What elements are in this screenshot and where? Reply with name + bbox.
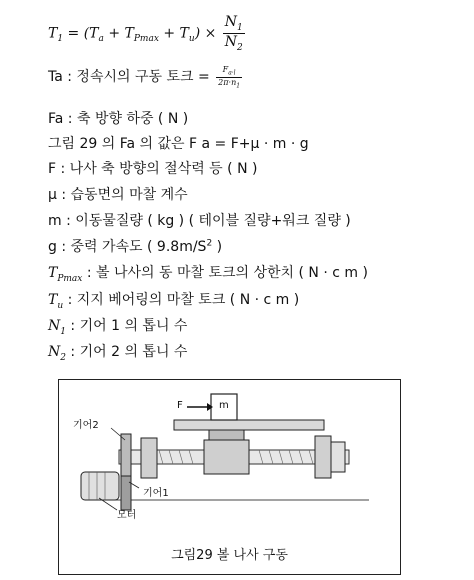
f-definition: F : 나사 축 방향의 절삭력 등 ( N ) — [48, 161, 258, 177]
n2-def-symbol: N — [48, 344, 61, 360]
gear-ratio-fraction — [223, 14, 245, 53]
n1-definition — [48, 315, 187, 337]
gear1-label: 기어1 — [143, 488, 169, 499]
ta-symbol: T — [89, 25, 99, 42]
n2-sub: 2 — [237, 42, 243, 53]
tu-sub: u — [188, 34, 195, 45]
n2-def-text: : 기어 2 의 톱니 수 — [65, 344, 188, 360]
n1-symbol: N — [224, 14, 238, 30]
tpmax-def-text: : 볼 나사의 동 마찰 토크의 상한치 ( N · c m ) — [82, 265, 368, 281]
ta-fraction — [216, 65, 242, 89]
gear1-shape — [121, 476, 131, 510]
ta-frac-num-sub: a·l — [228, 69, 236, 77]
figure-caption: 그림29 볼 나사 구동 — [171, 548, 288, 563]
n1-def-sub: 1 — [60, 326, 66, 337]
ta-definition — [48, 65, 242, 89]
tu-definition — [48, 289, 299, 311]
n1-def-text: : 기어 1 의 톱니 수 — [65, 318, 188, 334]
n2-definition — [48, 341, 187, 363]
ta-frac-den-sub: 1 — [236, 82, 241, 90]
tpmax-def-sub: Pmax — [57, 273, 83, 284]
motor-shape — [81, 472, 119, 500]
ball-screw-figure — [58, 379, 401, 575]
fa-value-equation: 그림 29 의 Fa 의 값은 F a = F+μ · m · g — [48, 136, 309, 152]
t1-symbol: T — [48, 25, 58, 42]
mu-definition: μ : 습동면의 마찰 계수 — [48, 187, 188, 203]
formula-eq: = ( — [63, 25, 90, 42]
table — [174, 420, 324, 430]
tpmax-sub: Pmax — [133, 34, 159, 45]
motor-label: 모터 — [117, 510, 137, 521]
m-definition: m : 이동물질량 ( kg ) ( 테이블 질량+워크 질량 ) — [48, 213, 351, 229]
left-bearing — [141, 438, 157, 478]
ta-sub: a — [98, 34, 104, 45]
g-definition-text: g : 중력 가속도 ( 9.8m/S — [48, 239, 207, 255]
formula-close: ) × — [194, 25, 221, 42]
g-definition-close: ) — [212, 239, 223, 255]
mass-label: m — [219, 400, 229, 411]
ball-nut — [204, 440, 249, 474]
tu-def-sub: u — [57, 300, 64, 311]
g-definition — [48, 236, 222, 256]
ball-screw-drawing — [59, 380, 399, 540]
tpmax-definition — [48, 262, 368, 284]
ta-definition-label: Ta : 정속시의 구동 토크 = — [48, 69, 210, 86]
fa-definition: Fa : 축 방향 하중 ( N ) — [48, 111, 189, 127]
main-formula — [48, 14, 245, 53]
n1-def-symbol: N — [48, 318, 61, 334]
plus-sign: + — [103, 25, 125, 42]
tu-def-text: : 지지 베어링의 마찰 토크 ( N · c m ) — [63, 292, 300, 308]
right-bearing — [315, 436, 331, 478]
tpmax-def-symbol: T — [48, 265, 58, 281]
n1-sub: 1 — [237, 22, 243, 33]
ta-frac-num: F — [222, 65, 229, 74]
tpmax-symbol: T — [124, 25, 134, 42]
ta-frac-den: 2π·n — [218, 77, 237, 87]
n2-def-sub: 2 — [60, 352, 66, 363]
g-definition-sup: 2 — [206, 238, 213, 249]
plus-sign: + — [158, 25, 180, 42]
tu-symbol: T — [179, 25, 189, 42]
n2-symbol: N — [224, 33, 238, 50]
tu-def-symbol: T — [48, 292, 58, 308]
gear2-label: 기어2 — [73, 420, 99, 431]
force-label: F — [177, 400, 183, 411]
t1-sub: 1 — [57, 34, 64, 45]
